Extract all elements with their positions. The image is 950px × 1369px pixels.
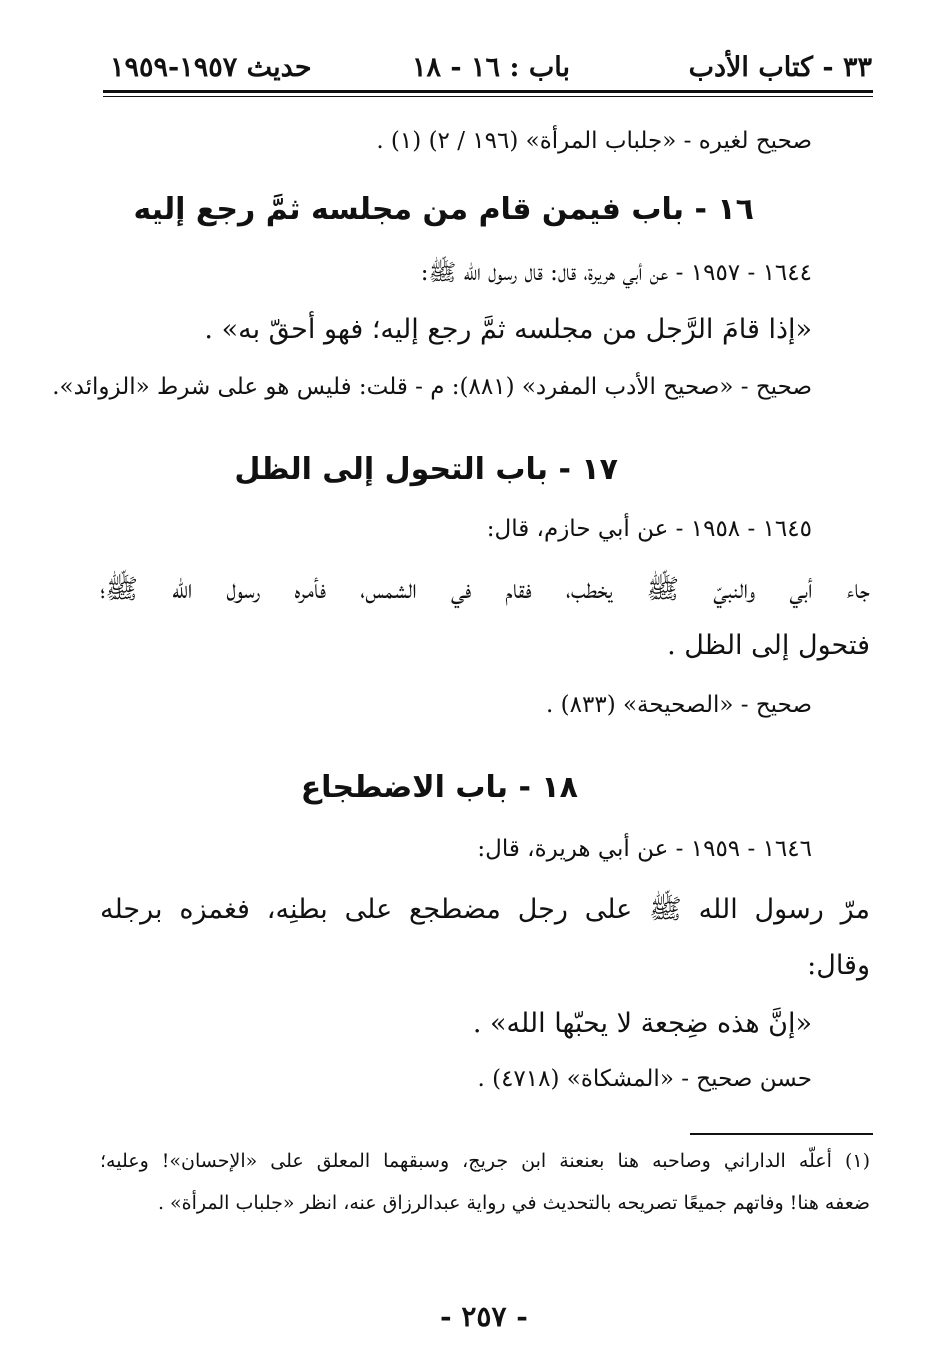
header-section: باب : ١٦ - ١٨ — [412, 52, 570, 83]
chapter-heading-17: ١٧ - باب التحول إلى الظل — [234, 452, 618, 487]
chapter-heading-18: ١٨ - باب الاضطجاع — [300, 770, 578, 805]
header-hadith-range: حديث ١٩٥٧-١٩٥٩ — [110, 52, 312, 83]
header-rule-thick — [103, 90, 873, 93]
footnote-line-2: ضعفه هنا! وفاتهم جميعًا تصريحه بالتحديث في رواية عبدالرزاق عنه، انظر «جلباب المرأة» . — [157, 1192, 870, 1214]
footnote-line-1: (١) أعلّه الداراني وصاحبه هنا بعنعنة ابن جريج، وسبقهما المعلق على «الإحسان»! وعليه؛ — [100, 1150, 870, 1172]
matn-1958-line2: فتحول إلى الظل . — [667, 630, 870, 661]
isnad-1957: ١٦٤٤ - ١٩٥٧ - عن أبي هريرة، قال: قال رسول الله ﷺ: — [420, 260, 812, 286]
matn-1959-line2: وقال: — [807, 950, 870, 981]
footnote-separator — [690, 1133, 873, 1135]
grading-1: صحيح لغيره - «جلباب المرأة» (١٩٦ / ٢) (١) . — [376, 128, 812, 154]
matn-1957: «إذا قامَ الرَّجل من مجلسه ثمَّ رجع إليه؛ فهو أحقّ به» . — [204, 314, 812, 345]
isnad-1959: ١٦٤٦ - ١٩٥٩ - عن أبي هريرة، قال: — [477, 836, 812, 862]
grading-1957: صحيح - «صحيح الأدب المفرد» (٨٨١): م - قلت: فليس هو على شرط «الزوائد». — [52, 374, 812, 400]
grading-1959: حسن صحيح - «المشكاة» (٤٧١٨) . — [477, 1066, 812, 1092]
matn-1958-line1: جاء أبي والنبيّ ﷺ يخطب، فقام في الشمس، فأمره رسول الله ﷺ؛ — [100, 574, 870, 605]
header-rule-thin — [103, 96, 873, 97]
isnad-1958: ١٦٤٥ - ١٩٥٨ - عن أبي حازم، قال: — [486, 516, 812, 542]
grading-1958: صحيح - «الصحيحة» (٨٣٣) . — [546, 692, 812, 718]
matn-1959-quote: «إنَّ هذه ضِجعة لا يحبّها الله» . — [472, 1008, 812, 1039]
page-number: - ٢٥٧ - — [440, 1300, 528, 1333]
header-chapter: ٣٣ - كتاب الأدب — [688, 52, 872, 83]
chapter-heading-16: ١٦ - باب فيمن قام من مجلسه ثمَّ رجع إليه — [133, 192, 754, 227]
matn-1959-line1: مرّ رسول الله ﷺ على رجل مضطجع على بطنِه، فغمزه برجله — [100, 894, 870, 925]
